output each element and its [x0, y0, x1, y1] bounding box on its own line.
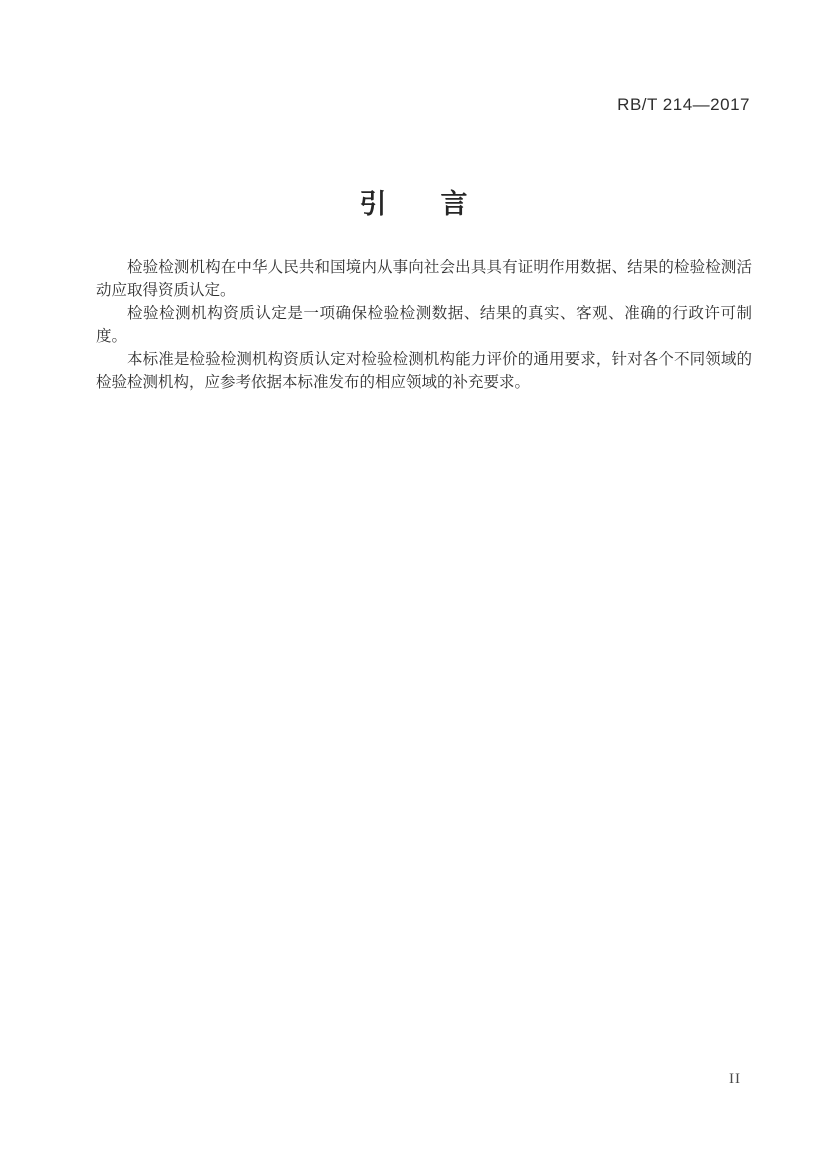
paragraph-2: 检验检测机构资质认定是一项确保检验检测数据、结果的真实、客观、准确的行政许可制度。	[96, 305, 752, 345]
document-body	[96, 256, 752, 394]
standard-number: RB/T 214—2017	[617, 95, 750, 114]
page-title: 引 言	[359, 189, 468, 219]
page-header	[95, 95, 750, 115]
page-number: II	[729, 1071, 741, 1087]
paragraph-3: 本标准是检验检测机构资质认定对检验检测机构能力评价的通用要求，针对各个不同领域的检验检测机构，应参考依据本标准发布的相应领域的补充要求。	[96, 351, 752, 391]
page-footer	[95, 1070, 747, 1088]
paragraph-1: 检验检测机构在中华人民共和国境内从事向社会出具具有证明作用数据、结果的检验检测活动应取得资质认定。	[96, 259, 752, 299]
